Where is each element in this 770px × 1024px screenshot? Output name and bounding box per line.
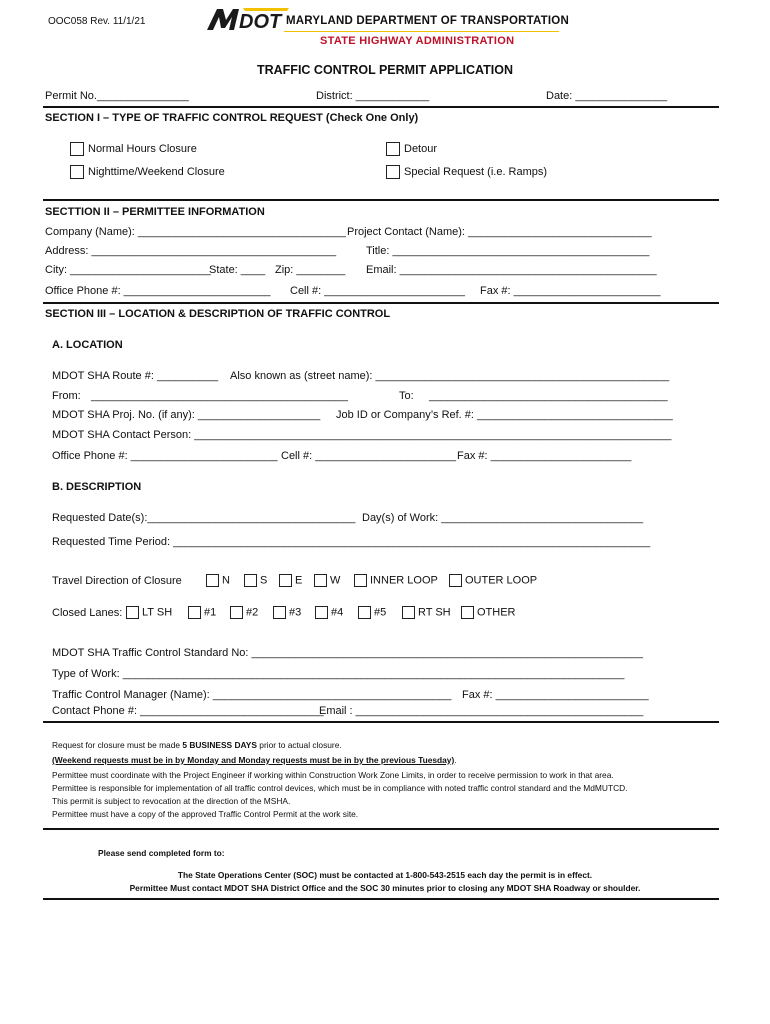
direction-s-label: S: [260, 574, 268, 587]
project-contact-field[interactable]: Project Contact (Name): ______________________________: [347, 226, 652, 238]
normal-hours-label: Normal Hours Closure: [88, 142, 197, 155]
administration-name: STATE HIGHWAY ADMINISTRATION: [320, 35, 515, 47]
lane-rt-sh-checkbox[interactable]: [402, 606, 415, 619]
lane-5[interactable]: [358, 606, 386, 619]
direction-inner-loop-checkbox[interactable]: [354, 574, 367, 587]
lane-5-label: #5: [374, 606, 387, 619]
type-of-work-field[interactable]: Type of Work: __________________________________________________________________________________: [52, 668, 625, 680]
tc-manager-field[interactable]: Traffic Control Manager (Name): _______________________________________: [52, 689, 452, 701]
special-request-label: Special Request (i.e. Ramps): [404, 165, 548, 178]
detour-checkbox[interactable]: [386, 142, 400, 156]
lane-4-checkbox[interactable]: [315, 606, 328, 619]
direction-w-checkbox[interactable]: [314, 574, 327, 587]
normal-hours-option[interactable]: [70, 142, 197, 156]
weekend-note-text: (Weekend requests must be in by Monday and Monday requests must be in by the previous Tuesday): [52, 755, 455, 765]
title-field[interactable]: Title: __________________________________________: [366, 245, 650, 257]
office-phone-field[interactable]: Office Phone #: ________________________: [45, 285, 271, 297]
from-label: From:: [52, 390, 81, 402]
lane-2-label: #2: [246, 606, 259, 619]
job-id-field[interactable]: Job ID or Company’s Ref. #: ________________________________: [336, 409, 673, 421]
mdot-logo: [205, 6, 289, 37]
lane-3-label: #3: [289, 606, 302, 619]
weekend-note-end: .: [454, 755, 457, 765]
detour-option[interactable]: [386, 142, 437, 156]
direction-e-label: E: [295, 574, 303, 587]
address-field[interactable]: Address: ________________________________________: [45, 245, 337, 257]
contact-person-field[interactable]: MDOT SHA Contact Person: ______________________________________________________________________________: [52, 429, 672, 441]
location-heading: A. LOCATION: [52, 339, 123, 351]
direction-inner-loop[interactable]: [354, 574, 438, 587]
divider: [43, 828, 719, 830]
to-field[interactable]: _______________________________________: [429, 390, 668, 402]
direction-outer-loop-label: OUTER LOOP: [465, 574, 538, 587]
note-line: Permittee is responsible for implementation of all traffic control devices, which must be in compliance with noted traffic control standard and the MdMUTCD.: [52, 783, 628, 793]
direction-e[interactable]: [279, 574, 302, 587]
section1-heading: SECTION I – TYPE OF TRAFFIC CONTROL REQUEST (Check One Only): [45, 112, 419, 124]
divider: [43, 199, 719, 201]
note-line: Permittee must coordinate with the Project Engineer if working within Construction Work Zone Limits, in order to receive permission to work in that area.: [52, 770, 614, 780]
lane-other-label: OTHER: [477, 606, 516, 619]
divider: [43, 106, 719, 108]
direction-s-checkbox[interactable]: [244, 574, 257, 587]
direction-s[interactable]: [244, 574, 267, 587]
closure-note-bold: 5 BUSINESS DAYS: [182, 740, 257, 750]
cell-field[interactable]: Cell #: _______________________: [290, 285, 465, 297]
location-office-phone-field[interactable]: Office Phone #: ________________________: [52, 450, 278, 462]
tc-fax-field[interactable]: Fax #: _________________________: [462, 689, 649, 701]
tc-standard-field[interactable]: MDOT SHA Traffic Control Standard No: ________________________________________________________________: [52, 647, 644, 659]
lane-other-checkbox[interactable]: [461, 606, 474, 619]
closure-note-pre: Request for closure must be made: [52, 740, 183, 750]
company-field[interactable]: Company (Name): __________________________________: [45, 226, 346, 238]
travel-direction-label: Travel Direction of Closure: [52, 575, 182, 587]
city-field[interactable]: City: _______________________: [45, 264, 211, 276]
weekend-note: [52, 755, 457, 765]
nighttime-weekend-label: Nighttime/Weekend Closure: [88, 165, 225, 178]
direction-w[interactable]: [314, 574, 340, 587]
normal-hours-checkbox[interactable]: [70, 142, 84, 156]
closure-note-post: prior to actual closure.: [256, 740, 342, 750]
district-field[interactable]: District: ____________: [316, 90, 430, 102]
lane-4-label: #4: [331, 606, 344, 619]
special-request-option[interactable]: [386, 165, 547, 179]
zip-field[interactable]: Zip: ________: [275, 264, 346, 276]
lane-1-checkbox[interactable]: [188, 606, 201, 619]
send-form-note: Please send completed form to:: [98, 848, 225, 858]
divider: [43, 721, 719, 723]
closure-note: [52, 740, 342, 750]
aka-field[interactable]: Also known as (street name): ________________________________________________: [230, 370, 670, 382]
lane-rt-sh-label: RT SH: [418, 606, 451, 619]
nighttime-weekend-checkbox[interactable]: [70, 165, 84, 179]
to-label: To:: [399, 390, 414, 402]
lane-3[interactable]: [273, 606, 301, 619]
lane-2-checkbox[interactable]: [230, 606, 243, 619]
lane-2[interactable]: [230, 606, 258, 619]
agency-name: MARYLAND DEPARTMENT OF TRANSPORTATION: [286, 15, 569, 27]
requested-dates-field[interactable]: Requested Date(s):__________________________________: [52, 512, 356, 524]
direction-inner-loop-label: INNER LOOP: [370, 574, 438, 587]
section2-heading: SECTTION II – PERMITTEE INFORMATION: [45, 206, 265, 218]
description-heading: B. DESCRIPTION: [52, 481, 142, 493]
lane-1[interactable]: [188, 606, 216, 619]
lane-3-checkbox[interactable]: [273, 606, 286, 619]
days-of-work-field[interactable]: Day(s) of Work: _________________________________: [362, 512, 644, 524]
direction-n-label: N: [222, 574, 230, 587]
route-field[interactable]: MDOT SHA Route #: __________: [52, 370, 219, 382]
lane-other[interactable]: [461, 606, 516, 619]
date-field[interactable]: Date: _______________: [546, 90, 668, 102]
direction-outer-loop-checkbox[interactable]: [449, 574, 462, 587]
soc-contact-note: The State Operations Center (SOC) must be contacted at 1-800-543-2515 each day the permit is in effect.: [177, 870, 593, 880]
form-code: OOC058 Rev. 11/1/21: [48, 16, 146, 27]
nighttime-weekend-option[interactable]: [70, 165, 225, 179]
special-request-checkbox[interactable]: [386, 165, 400, 179]
divider: [43, 302, 719, 304]
mdot-logo-icon: [205, 6, 289, 32]
page-title: TRAFFIC CONTROL PERMIT APPLICATION: [256, 63, 513, 77]
direction-e-checkbox[interactable]: [279, 574, 292, 587]
closed-lanes-label: Closed Lanes:: [52, 607, 123, 619]
svg-text:DOT: DOT: [239, 11, 282, 32]
state-field[interactable]: State: ____: [209, 264, 266, 276]
direction-outer-loop[interactable]: [449, 574, 537, 587]
lane-1-label: #1: [204, 606, 217, 619]
contact-email-field[interactable]: Email : _______________________________________________: [319, 705, 644, 717]
direction-n-checkbox[interactable]: [206, 574, 219, 587]
location-cell-field[interactable]: Cell #: _______________________: [281, 450, 456, 462]
note-line: This permit is subject to revocation at the direction of the MSHA.: [52, 796, 291, 806]
direction-w-label: W: [330, 574, 341, 587]
lane-lt-sh-checkbox[interactable]: [126, 606, 139, 619]
lane-lt-sh[interactable]: [126, 606, 172, 619]
district-contact-note: Permittee Must contact MDOT SHA District Office and the SOC 30 minutes prior to closing any MDOT SHA Roadway or shoulder.: [129, 883, 641, 893]
lane-lt-sh-label: LT SH: [142, 606, 173, 619]
contact-phone-field[interactable]: Contact Phone #: ______________________________: [52, 705, 324, 717]
requested-time-field[interactable]: Requested Time Period: ______________________________________________________________________________: [52, 536, 651, 548]
header-rule: [284, 31, 559, 32]
direction-n[interactable]: [206, 574, 230, 587]
note-line: Permittee must have a copy of the approved Traffic Control Permit at the work site.: [52, 809, 359, 819]
fax-field[interactable]: Fax #: ________________________: [480, 285, 661, 297]
permit-no-field[interactable]: Permit No._______________: [45, 90, 189, 102]
lane-5-checkbox[interactable]: [358, 606, 371, 619]
proj-no-field[interactable]: MDOT SHA Proj. No. (if any): ____________________: [52, 409, 321, 421]
from-field[interactable]: __________________________________________: [91, 390, 348, 402]
section3-heading: SECTION III – LOCATION & DESCRIPTION OF TRAFFIC CONTROL: [45, 308, 391, 320]
lane-rt-sh[interactable]: [402, 606, 451, 619]
location-fax-field[interactable]: Fax #: _______________________: [457, 450, 632, 462]
lane-4[interactable]: [315, 606, 343, 619]
detour-label: Detour: [404, 142, 438, 155]
divider: [43, 898, 719, 900]
email-field[interactable]: Email: __________________________________________: [366, 264, 657, 276]
